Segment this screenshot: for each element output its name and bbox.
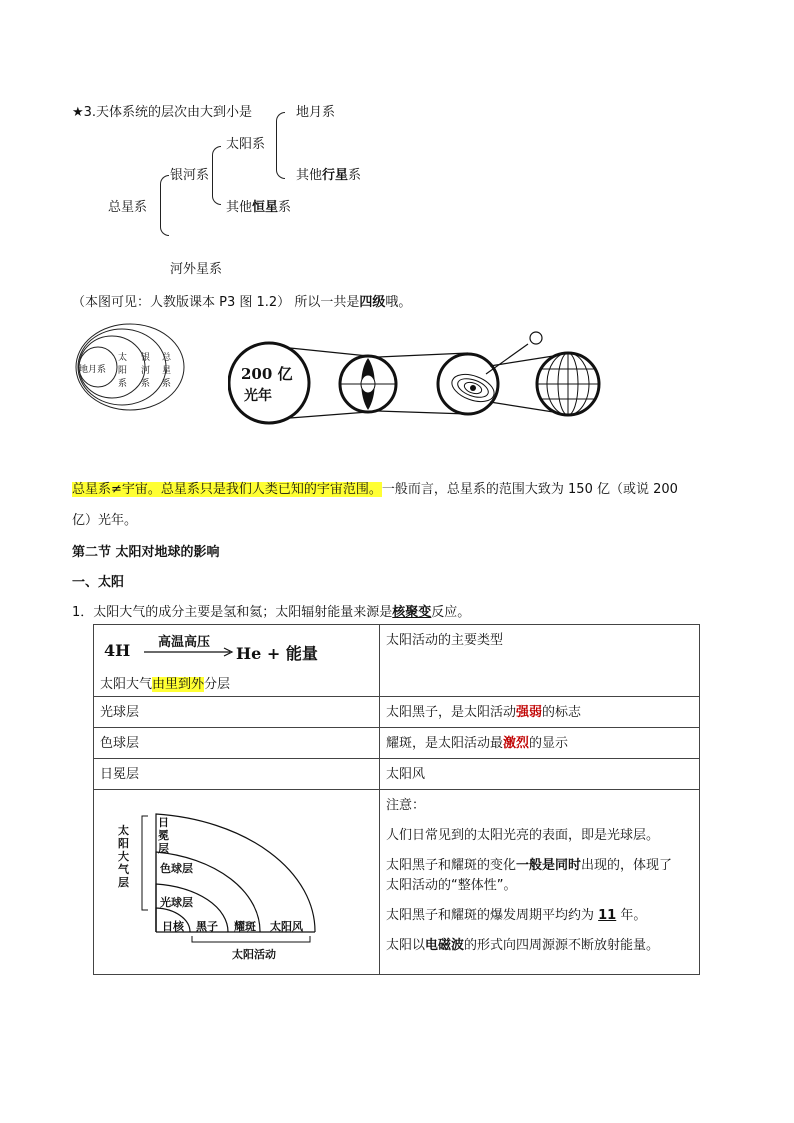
activity-header-cell: 太阳活动的主要类型 bbox=[380, 625, 700, 697]
brace-galaxy-top bbox=[212, 146, 221, 175]
activity-cell: 耀斑，是太阳活动最激烈的显示 bbox=[380, 728, 700, 759]
scale-number: 200 亿 bbox=[241, 365, 293, 383]
notes-cell bbox=[380, 790, 700, 975]
item-1: 1．太阳大气的成分主要是氢和氦；太阳辐射能量来源是核聚变反应。 bbox=[72, 605, 471, 620]
core-label: 日核 bbox=[162, 920, 184, 933]
activity-cell: 太阳风 bbox=[380, 759, 700, 790]
node-solar-system: 太阳系 bbox=[226, 137, 266, 152]
scale-unit: 光年 bbox=[244, 388, 272, 404]
brace-galaxy-bottom bbox=[212, 174, 221, 205]
universe-paragraph-line2: 亿）光年。 bbox=[72, 513, 138, 528]
note-2: 太阳黑子和耀斑的变化一般是同时出现的，体现了 bbox=[386, 858, 673, 873]
table-row bbox=[94, 759, 700, 790]
subsection-title: 一、太阳 bbox=[72, 575, 125, 590]
brace-root-bottom bbox=[160, 205, 169, 236]
table-row bbox=[94, 625, 700, 697]
node-universe: 总星系 bbox=[108, 200, 148, 215]
circle-label-galaxy: 银河系 bbox=[141, 353, 151, 389]
table-row bbox=[94, 697, 700, 728]
atmosphere-label: 太阳大气层 bbox=[118, 824, 129, 889]
table-row bbox=[94, 790, 700, 975]
layer-cell: 日冕层 bbox=[94, 759, 380, 790]
brace-root-top bbox=[160, 175, 169, 206]
solar-wind-label: 太阳风 bbox=[270, 920, 303, 933]
circle-label-universe: 总星系 bbox=[162, 353, 172, 389]
section-heading: ★3.天体系统的层次由大到小是 bbox=[72, 105, 253, 120]
node-other-planets: 其他行星系 bbox=[296, 168, 362, 183]
photosphere-label: 光球层 bbox=[160, 896, 193, 909]
section-title: 第二节 太阳对地球的影响 bbox=[72, 545, 220, 560]
brace-solar-bottom bbox=[276, 145, 285, 179]
activity-cell: 太阳黑子，是太阳活动强弱的标志 bbox=[380, 697, 700, 728]
flare-label: 耀斑 bbox=[234, 920, 256, 933]
diagram-cell bbox=[94, 790, 380, 975]
note-3: 太阳黑子和耀斑的爆发周期平均约为 11 年。 bbox=[386, 908, 647, 923]
arrow-icon bbox=[144, 647, 234, 657]
solar-activity-label: 太阳活动 bbox=[232, 948, 276, 961]
equation-cell bbox=[94, 625, 380, 697]
layer-cell: 色球层 bbox=[94, 728, 380, 759]
sunspot-label: 黑子 bbox=[196, 920, 218, 933]
solar-atmosphere-table bbox=[93, 624, 700, 975]
circle-label-solar: 太阳系 bbox=[118, 353, 128, 389]
brace-solar-top bbox=[276, 112, 285, 146]
chromosphere-label: 色球层 bbox=[160, 862, 193, 875]
solar-layers-diagram bbox=[100, 794, 340, 970]
node-other-galaxies: 河外星系 bbox=[170, 262, 223, 277]
node-other-stars: 其他恒星系 bbox=[226, 200, 292, 215]
note-1: 人们日常见到的太阳光亮的表面，即是光球层。 bbox=[386, 828, 660, 843]
table-row bbox=[94, 728, 700, 759]
note-4: 太阳以电磁波的形式向四周源源不断放射能量。 bbox=[386, 938, 660, 953]
circle-label-earth-moon: 地月系 bbox=[79, 365, 107, 375]
layer-caption: 太阳大气由里到外分层 bbox=[100, 677, 231, 692]
node-galaxy: 银河系 bbox=[170, 168, 210, 183]
node-earth-moon: 地月系 bbox=[296, 105, 336, 120]
corona-label: 日冕层 bbox=[158, 816, 169, 855]
notes-title: 注意： bbox=[386, 798, 426, 813]
universe-paragraph-line1: 总星系≠宇宙。总星系只是我们人类已知的宇宙范围。一般而言，总星系的范围大致为 150 亿（或说 200 bbox=[72, 482, 678, 497]
fusion-equation: 4H 高温高压 He + 能量 bbox=[104, 635, 318, 663]
figure-source-note: （本图可见：人教版课本 P3 图 1.2） 所以一共是四级哦。 bbox=[72, 295, 412, 310]
note-2-line2: 太阳活动的“整体性”。 bbox=[386, 878, 517, 893]
layer-cell: 光球层 bbox=[94, 697, 380, 728]
